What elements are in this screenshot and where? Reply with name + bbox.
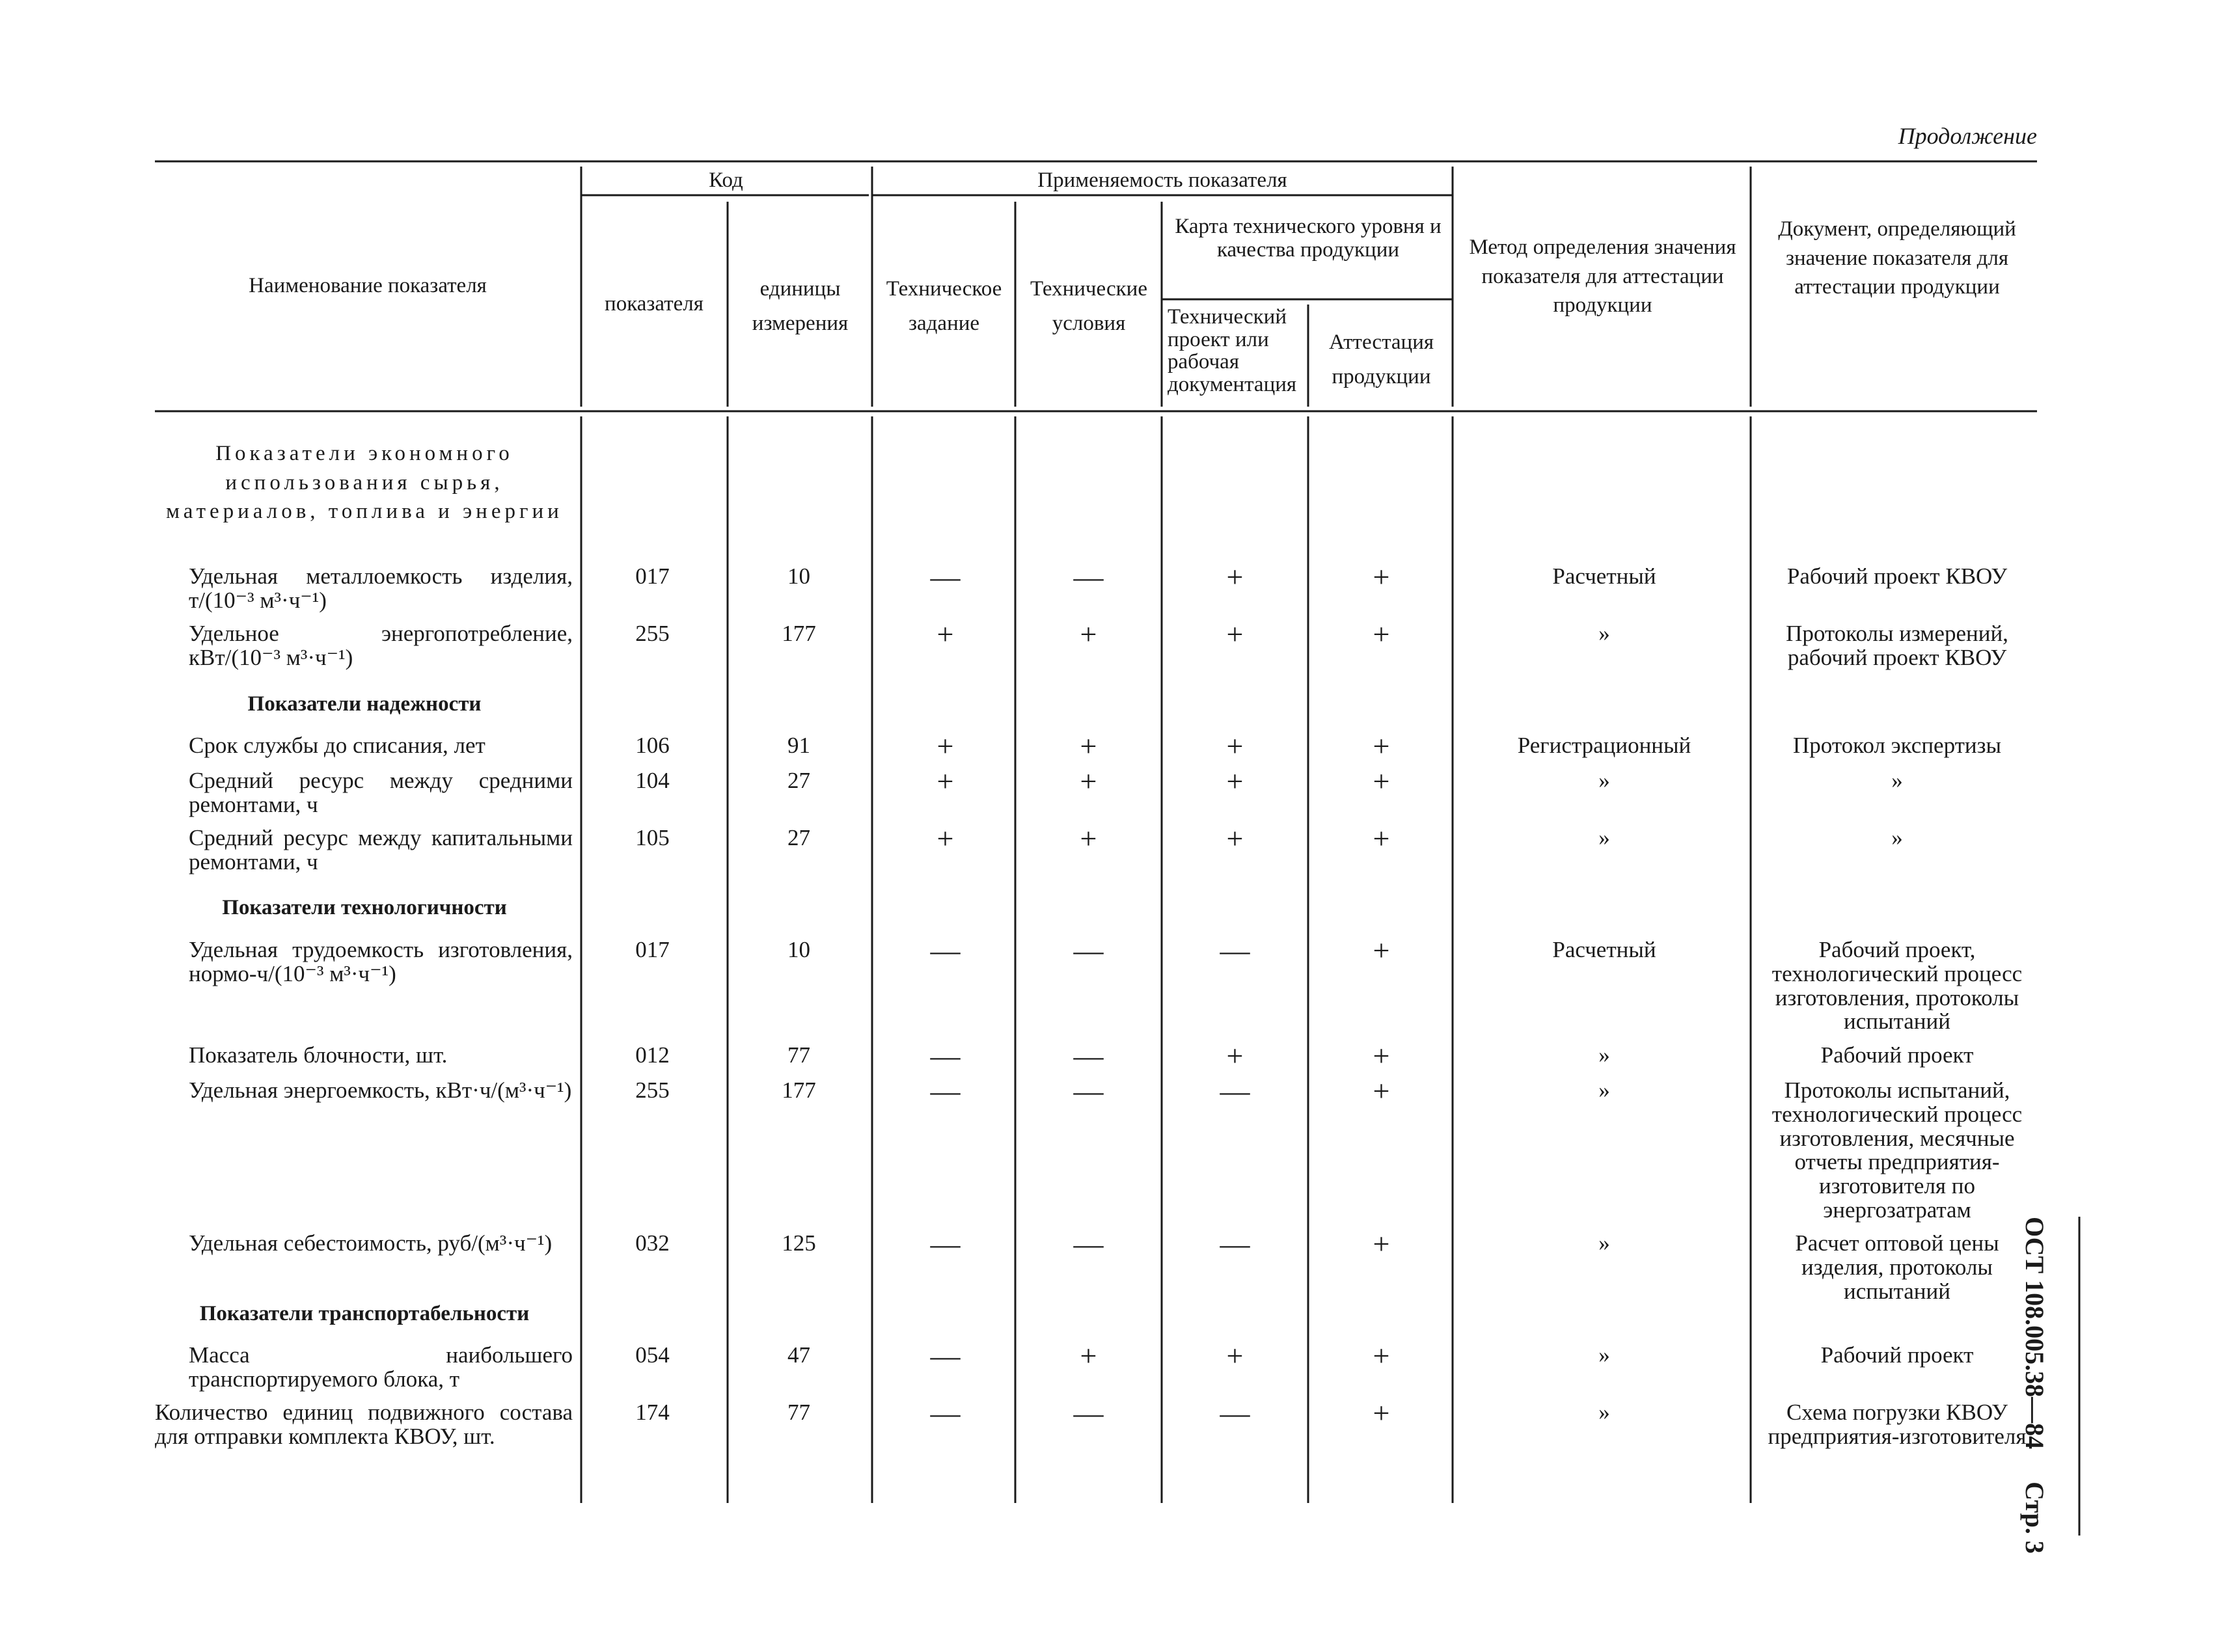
row-tech-conditions: — bbox=[1073, 1074, 1104, 1107]
row-method: » bbox=[1598, 1230, 1610, 1256]
row-document: » bbox=[1891, 825, 1903, 850]
row-map-attestation: + bbox=[1373, 822, 1390, 855]
row-code: 012 bbox=[635, 1042, 670, 1068]
header-map-attestation: Аттестация продукции bbox=[1328, 331, 1434, 388]
row-map-project: + bbox=[1226, 729, 1244, 763]
row-code: 255 bbox=[635, 1077, 670, 1103]
row-document: Расчет оптовой цены изделия, протоколы испытаний bbox=[1795, 1230, 1999, 1304]
row-method: Расчетный bbox=[1552, 937, 1656, 962]
row-name: Удельная энергоемкость, кВт·ч/(м³·ч⁻¹) bbox=[189, 1077, 572, 1103]
page-number: Стр. 3 bbox=[2020, 1482, 2049, 1554]
row-code: 255 bbox=[635, 621, 670, 646]
row-tech-conditions: + bbox=[1080, 822, 1097, 855]
row-code: 017 bbox=[635, 937, 670, 962]
row-map-project: — bbox=[1220, 1074, 1250, 1107]
row-method: » bbox=[1598, 1077, 1610, 1103]
row-tech-conditions: + bbox=[1080, 1339, 1097, 1372]
row-name: Удельная трудоемкость изготовления, нормо-ч/(10⁻³ м³·ч⁻¹) bbox=[189, 937, 573, 986]
row-tech-conditions: + bbox=[1080, 765, 1097, 798]
row-unit-code: 27 bbox=[787, 825, 810, 850]
row-map-attestation: + bbox=[1373, 1039, 1390, 1072]
section-title: Показатели экономного использования сырья, материалов, топлива и энергии bbox=[166, 442, 563, 524]
row-method: » bbox=[1598, 768, 1610, 793]
row-name: Масса наибольшего транспортируемого блока, т bbox=[189, 1342, 573, 1392]
row-name: Средний ресурс между средними ремонтами, ч bbox=[189, 768, 573, 817]
row-name: Средний ресурс между капитальными ремонтами, ч bbox=[189, 825, 573, 874]
continued-label: Продолжение bbox=[1898, 123, 2037, 149]
row-method: » bbox=[1598, 1342, 1610, 1368]
row-map-project: + bbox=[1226, 822, 1244, 855]
row-code: 105 bbox=[635, 825, 670, 850]
row-tech-task: — bbox=[930, 1396, 961, 1429]
row-method: » bbox=[1598, 825, 1610, 850]
row-tech-conditions: + bbox=[1080, 617, 1097, 651]
row-map-attestation: + bbox=[1373, 1074, 1390, 1107]
row-map-project: + bbox=[1226, 765, 1244, 798]
row-method: » bbox=[1598, 621, 1610, 646]
header-applicability-group: Применяемость показателя bbox=[1037, 169, 1287, 192]
standard-number: ОСТ 108.005.38—84 bbox=[2020, 1217, 2049, 1450]
row-method: » bbox=[1598, 1042, 1610, 1068]
row-document: Схема погрузки КВОУ предприятия-изготовителя bbox=[1768, 1400, 2027, 1449]
row-document: Протоколы испытаний, технологический процесс изготовления, месячные отчеты предприятия-изготовителя по энергозатратам bbox=[1771, 1077, 2023, 1223]
row-code: 174 bbox=[635, 1400, 670, 1425]
section-title: Показатели технологичности bbox=[222, 896, 507, 919]
row-name: Удельное энергопотребление, кВт/(10⁻³ м³·ч⁻¹) bbox=[189, 621, 573, 670]
row-unit-code: 177 bbox=[782, 621, 816, 646]
row-map-attestation: + bbox=[1373, 1396, 1390, 1429]
row-document: Рабочий проект bbox=[1820, 1342, 1974, 1368]
row-tech-task: + bbox=[937, 729, 954, 763]
row-document: Рабочий проект bbox=[1820, 1042, 1974, 1068]
row-unit-code: 125 bbox=[782, 1230, 816, 1256]
row-unit-code: 10 bbox=[787, 937, 810, 962]
row-method: » bbox=[1598, 1400, 1610, 1425]
row-unit-code: 10 bbox=[787, 563, 810, 589]
header-name: Наименование показателя bbox=[249, 274, 487, 297]
row-tech-conditions: — bbox=[1073, 934, 1104, 967]
row-tech-task: + bbox=[937, 822, 954, 855]
header-tech-task: Техническое задание bbox=[886, 277, 1002, 335]
row-tech-task: — bbox=[930, 1074, 961, 1107]
row-name: Количество единиц подвижного состава для отправки комплекта КВОУ, шт. bbox=[155, 1400, 573, 1449]
row-code: 054 bbox=[635, 1342, 670, 1368]
row-method: Расчетный bbox=[1552, 563, 1656, 589]
row-map-project: + bbox=[1226, 560, 1244, 593]
row-map-project: + bbox=[1226, 1039, 1244, 1072]
header-code-unit: единицы измерения bbox=[752, 277, 849, 335]
row-code: 032 bbox=[635, 1230, 670, 1256]
row-document: Протокол экспертизы bbox=[1793, 733, 2001, 758]
header-code-indicator: показателя bbox=[605, 292, 704, 316]
row-tech-task: + bbox=[937, 617, 954, 651]
header-code-group: Код bbox=[709, 169, 743, 192]
row-document: » bbox=[1891, 768, 1903, 793]
row-name: Удельная себестоимость, руб/(м³·ч⁻¹) bbox=[189, 1230, 553, 1256]
row-tech-conditions: — bbox=[1073, 560, 1104, 593]
section-title: Показатели надежности bbox=[247, 692, 482, 716]
row-document: Протоколы измерений, рабочий проект КВОУ bbox=[1786, 621, 2008, 670]
row-map-attestation: + bbox=[1373, 765, 1390, 798]
row-code: 104 bbox=[635, 768, 670, 793]
row-name: Срок службы до списания, лет bbox=[189, 733, 485, 758]
row-tech-conditions: — bbox=[1073, 1039, 1104, 1072]
header-map-group: Карта технического уровня и качества продукции bbox=[1175, 215, 1442, 262]
row-unit-code: 47 bbox=[787, 1342, 810, 1368]
row-tech-task: — bbox=[930, 1039, 961, 1072]
row-unit-code: 77 bbox=[787, 1042, 810, 1068]
row-tech-task: + bbox=[937, 765, 954, 798]
side-document-id bbox=[2011, 1217, 2050, 1568]
row-map-project: — bbox=[1220, 934, 1250, 967]
row-tech-conditions: — bbox=[1073, 1227, 1104, 1260]
header-method: Метод определения значения показателя для аттестации продукции bbox=[1469, 236, 1736, 318]
row-map-attestation: + bbox=[1373, 729, 1390, 763]
row-tech-task: — bbox=[930, 1339, 961, 1372]
row-document: Рабочий проект КВОУ bbox=[1786, 563, 2008, 589]
row-map-attestation: + bbox=[1373, 1227, 1390, 1260]
row-map-project: + bbox=[1226, 1339, 1244, 1372]
row-method: Регистрационный bbox=[1517, 733, 1691, 758]
row-tech-task: — bbox=[930, 934, 961, 967]
row-tech-conditions: — bbox=[1073, 1396, 1104, 1429]
row-unit-code: 177 bbox=[782, 1077, 816, 1103]
header-document: Документ, определяющий значение показателя для аттестации продукции bbox=[1778, 217, 2016, 299]
row-map-attestation: + bbox=[1373, 617, 1390, 651]
row-unit-code: 27 bbox=[787, 768, 810, 793]
row-tech-conditions: + bbox=[1080, 729, 1097, 763]
row-map-attestation: + bbox=[1373, 560, 1390, 593]
row-tech-task: — bbox=[930, 560, 961, 593]
row-code: 106 bbox=[635, 733, 670, 758]
row-map-project: + bbox=[1226, 617, 1244, 651]
row-tech-task: — bbox=[930, 1227, 961, 1260]
row-code: 017 bbox=[635, 563, 670, 589]
row-document: Рабочий проект, технологический процесс изготовления, протоколы испытаний bbox=[1771, 937, 2023, 1035]
header-tech-conditions: Технические условия bbox=[1030, 277, 1147, 335]
row-map-attestation: + bbox=[1373, 934, 1390, 967]
row-unit-code: 91 bbox=[787, 733, 810, 758]
row-map-project: — bbox=[1220, 1227, 1250, 1260]
row-map-attestation: + bbox=[1373, 1339, 1390, 1372]
row-unit-code: 77 bbox=[787, 1400, 810, 1425]
header-map-project: Технический проект или рабочая документация bbox=[1168, 305, 1297, 396]
section-title: Показатели транспортабельности bbox=[199, 1302, 530, 1325]
row-map-project: — bbox=[1220, 1396, 1250, 1429]
row-name: Удельная металлоемкость изделия, т/(10⁻³ м³·ч⁻¹) bbox=[189, 563, 573, 613]
row-name: Показатель блочности, шт. bbox=[189, 1042, 448, 1068]
